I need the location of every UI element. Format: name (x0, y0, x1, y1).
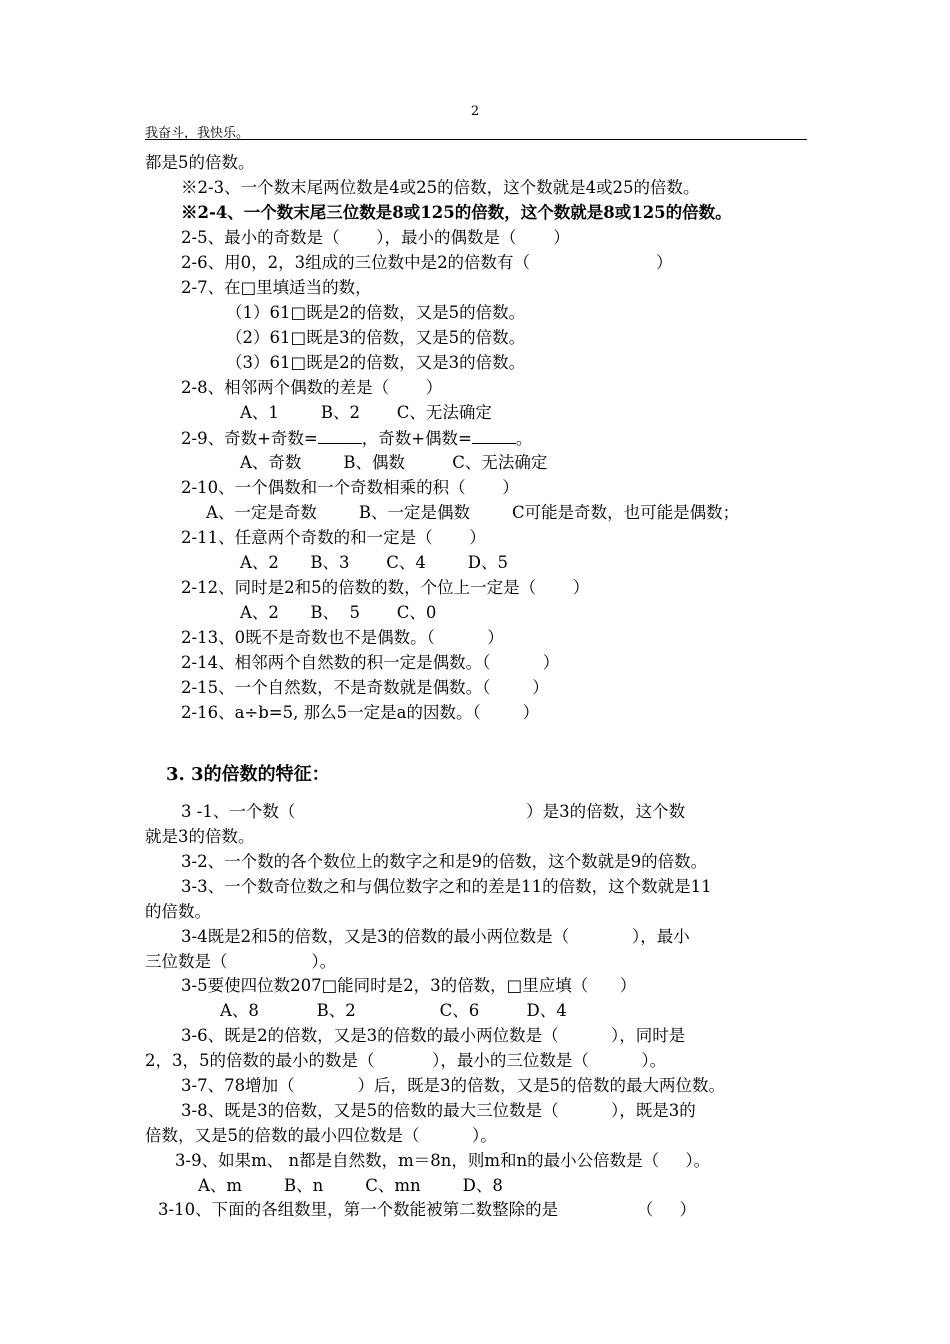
question-2-7: 2-7、在□里填适当的数， (181, 278, 372, 297)
question-2-11: 2-11、任意两个奇数的和一定是（ ） (181, 528, 486, 547)
question-3-4: 3-4既是2和5的倍数，又是3的倍数的最小两位数是（ ），最小 (181, 927, 690, 946)
blank-underline (472, 427, 516, 444)
question-3-1: 3 -1、一个数（ ）是3的倍数，这个数 (181, 802, 686, 821)
question-2-8: 2-8、相邻两个偶数的差是（ ） (181, 378, 443, 397)
question-2-6: 2-6、用0，2，3组成的三位数中是2的倍数有（ ） (181, 253, 673, 272)
header-motto: 我奋斗，我快乐。 (145, 126, 250, 141)
blank-underline (318, 427, 362, 444)
question-3-9: 3-9、如果m、 n都是自然数，m＝8n，则m和n的最小公倍数是（ ）。 (175, 1151, 711, 1170)
question-2-5: 2-5、最小的奇数是（ ），最小的偶数是（ ） (181, 228, 570, 247)
answer-options: A、奇数 B、偶数 C、无法确定 (240, 453, 548, 472)
sub-question: （3）61□既是2的倍数，又是3的倍数。 (226, 353, 526, 372)
answer-options: A、8 B、2 C、6 D、4 (220, 1001, 567, 1020)
question-2-13: 2-13、0既不是奇数也不是偶数。（ ） (181, 628, 504, 647)
page-number: 2 (470, 104, 480, 119)
question-3-5: 3-5要使四位数207□能同时是2，3的倍数，□里应填（ ） (181, 976, 637, 995)
answer-options: A、m B、n C、mn D、8 (198, 1176, 503, 1195)
sub-question: （1）61□既是2的倍数，又是5的倍数。 (226, 303, 526, 322)
text-line: ※2-3、一个数末尾两位数是4或25的倍数，这个数就是4或25的倍数。 (181, 178, 700, 197)
section-heading: 3. 3的倍数的特征： (166, 764, 330, 785)
text-line: 就是3的倍数。 (145, 827, 255, 846)
answer-options: A、2 B、 5 C、0 (240, 603, 437, 622)
question-3-7: 3-7、78增加（ ）后，既是3的倍数，又是5的倍数的最大两位数。 (181, 1076, 726, 1095)
sub-question: （2）61□既是3的倍数，又是5的倍数。 (226, 328, 526, 347)
text-line: 三位数是（ ）。 (145, 952, 337, 971)
question-2-16: 2-16、a÷b=5, 那么5一定是a的因数。（ ） (181, 703, 540, 722)
text-line: 3-3、一个数奇位数之和与偶位数字之和的差是11的倍数，这个数就是11 (181, 877, 712, 896)
text-line: 2，3，5的倍数的最小的数是（ ），最小的三位数是（ ）。 (145, 1051, 667, 1070)
question-2-9-part1: 2-9、奇数+奇数= (181, 429, 318, 448)
header-rule (145, 139, 807, 140)
text-line: 的倍数。 (145, 902, 211, 921)
question-3-8: 3-8、既是3的倍数，又是5的倍数的最大三位数是（ ），既是3的 (181, 1101, 696, 1120)
text-line: 3-2、一个数的各个数位上的数字之和是9的倍数，这个数就是9的倍数。 (181, 852, 708, 871)
answer-options: A、2 B、3 C、4 D、5 (240, 553, 509, 572)
question-2-10: 2-10、一个偶数和一个奇数相乘的积（ ） (181, 478, 519, 497)
question-2-14: 2-14、相邻两个自然数的积一定是偶数。（ ） (181, 653, 560, 672)
text-line-bold: ※2-4、一个数末尾三位数是8或125的倍数，这个数就是8或125的倍数。 (181, 203, 732, 222)
text-line: 倍数，又是5的倍数的最小四位数是（ ）。 (145, 1126, 497, 1145)
question-2-15: 2-15、一个自然数，不是奇数就是偶数。（ ） (181, 678, 549, 697)
text-line: 都是5的倍数。 (145, 153, 255, 172)
answer-options: A、一定是奇数 B、一定是偶数 C可能是奇数，也可能是偶数； (206, 503, 740, 522)
question-2-9 (181, 427, 532, 450)
question-2-9-part2: ，奇数+偶数= (361, 429, 472, 448)
question-2-9-part3: 。 (515, 429, 533, 448)
answer-options: A、1 B、2 C、无法确定 (240, 403, 492, 422)
question-3-6: 3-6、既是2的倍数，又是3的倍数的最小两位数是（ ），同时是 (181, 1026, 686, 1045)
question-2-12: 2-12、同时是2和5的倍数的数，个位上一定是（ ） (181, 578, 590, 597)
question-3-10: 3-10、下面的各组数里，第一个数能被第二数整除的是 （ ） (158, 1200, 696, 1219)
